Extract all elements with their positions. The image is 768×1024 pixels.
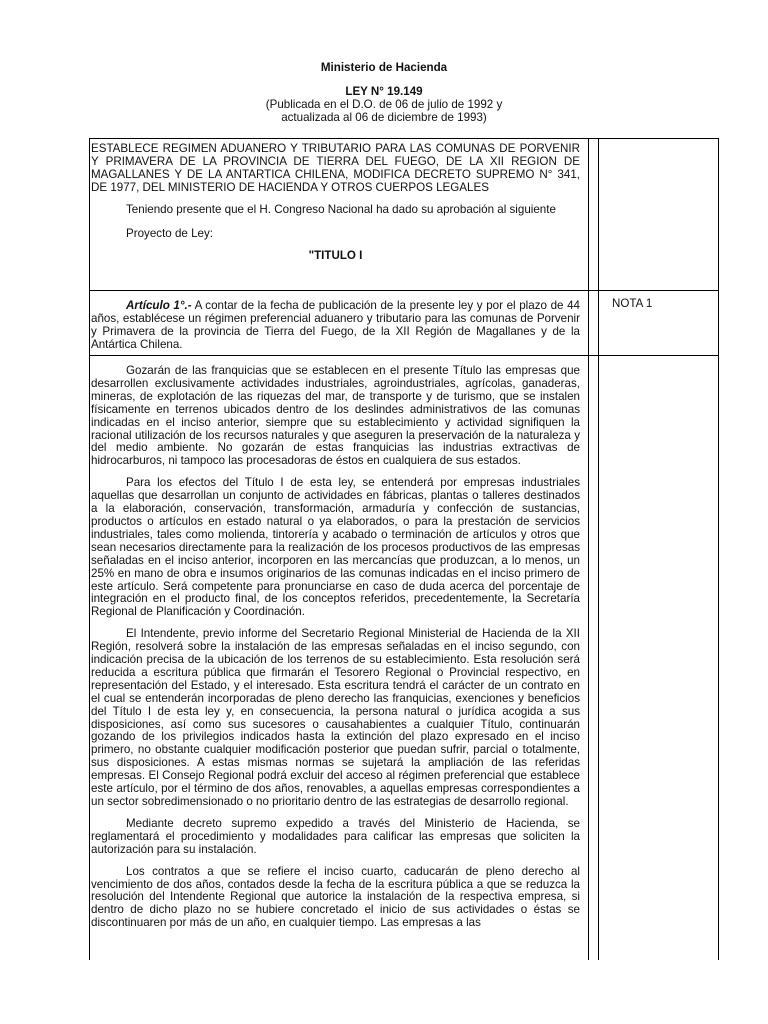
publication-line-2: actualizada al 06 de diciembre de 1993) bbox=[281, 111, 487, 124]
publication-line-1: (Publicada en el D.O. de 06 de julio de 1992 y bbox=[265, 98, 503, 111]
table-row-intro bbox=[89, 138, 719, 291]
law-title: ESTABLECE REGIMEN ADUANERO Y TRIBUTARIO PARA LAS COMUNAS DE PORVENIR Y PRIMAVERA DE LA PROVINCIA DE TIERRA DEL FUEGO, DE LA XII REGION DE MAGALLANES Y DE LA ANTARTICA CHILENA, MODIFICA DECRETO SUPREMO N° 341, DE 1977, DEL MINISTERIO DE HACIENDA Y OTROS CUERPOS LEGALES bbox=[91, 142, 580, 194]
paragraph-empresas-industriales: Para los efectos del Título I de esta ley, se entenderá por empresas industriales aquellas que desarrollan un conjunto de actividades en fábricas, plantas o talleres destinados a la elaboración, conservación, transformación, armaduría y confección de sustancias, productos o artículos en estado natural o ya elaborados, o para la prestación de servicios industriales, tales como molienda, tintorería y acabado o terminación de artículos y otros que sean necesarios directamente para la realización de los procesos productivos de las empresas señaladas en el inciso anterior, incorporen en las mercancías que produzcan, a lo menos, un 25% en mano de obra e insumos originarios de las comunas indicadas en el inciso primero de este artículo. Será competente para pronunciarse en caso de duda acerca del porcentaje de integración en el producto final, de los conceptos referidos, precedentemente, la Secretaría Regional de Planificación y Coordinación. bbox=[91, 476, 580, 619]
article-1-text: A contar de la fecha de publicación de la presente ley y por el plazo de 44 años, establécese un régimen preferencial aduanero y tributario para las comunas de Porvenir y Primavera de la provincia de Tierra del Fuego, de la XII Región de Magallanes y de la Antártica Chilena. bbox=[91, 299, 580, 351]
paragraph-decreto-supremo: Mediante decreto supremo expedido a través del Ministerio de Hacienda, se reglamentará el procedimiento y modalidades para calificar las empresas que soliciten la autorización para su instalación. bbox=[91, 816, 580, 856]
article-1-label: Artículo 1°.- bbox=[126, 299, 192, 312]
paragraph-franquicias: Gozarán de las franquicias que se establecen en el presente Título las empresas que desarrollen exclusivamente actividades industriales, agroindustriales, agrícolas, ganaderas, mineras, de explotación de las riquezas del mar, de transporte y de turismo, que se instalen físicamente en terrenos ubicados dentro de los deslindes administrativos de las comunas indicadas en el inciso anterior, siempre que su establecimiento y actividad signifiquen la racional utilización de los recursos naturales y que aseguren la preservación de la naturaleza y del medio ambiente. No gozarán de estas franquicias las industrias extractivas de hidrocarburos, ni tampoco las procesadoras de éstos en cualquiera de sus estados. bbox=[91, 364, 580, 468]
table-row-body bbox=[89, 356, 719, 960]
article-1-paragraph bbox=[91, 300, 580, 352]
table-row-article-1 bbox=[89, 291, 719, 356]
considering-text: Teniendo presente que el H. Congreso Nacional ha dado su aprobación al siguiente bbox=[126, 202, 556, 216]
paragraph-intendente: El Intendente, previo informe del Secretario Regional Ministerial de Hacienda de la XII Región, resolverá sobre la instalación de las empresas señaladas en el inciso segundo, con indicación precisa de la ubicación de los terrenos de su establecimiento. Esta resolución será reducida a escritura pública que firmarán el Tesorero Regional o Provincial respectivo, en representación del Estado, y el interesado. Esta escritura tendrá el carácter de un contrato en el cual se entenderán incorporadas de pleno derecho las franquicias, exenciones y beneficios del Título I de esta ley y, en consecuencia, la persona natural o jurídica acogida a sus disposiciones, así como sus sucesores o causahabientes a cualquier Título, continuarán gozando de los privilegios indicados hasta la extinción del plazo expresado en el inciso primero, no obstante cualquier modificación posterior que puedan sufrir, parcial o totalmente, sus disposiciones. A estas mismas normas se sujetará la ampliación de las referidas empresas. El Consejo Regional podrá excluir del acceso al régimen preferencial que establece este artículo, por el término de dos años, renovables, a aquellas empresas correspondientes a un sector sobredimensionado o no prioritario dentro de las estrategias de desarrollo regional. bbox=[91, 627, 580, 808]
titulo-heading: "TITULO I bbox=[308, 249, 363, 263]
project-label: Proyecto de Ley: bbox=[126, 226, 214, 240]
paragraph-contratos: Los contratos a que se refiere el inciso cuarto, caducarán de pleno derecho al vencimiento de dos años, contados desde la fecha de la escritura pública a que se reduzca la resolución del Intendente Regional que autorice la instalación de la respectiva empresa, si dentro de dicho plazo no se hubiere concretado el inicio de sus actividades o éstas se discontinuaren por más de un año, en cualquier tiempo. Las empresas a las bbox=[91, 864, 580, 930]
ministry-name: Ministerio de Hacienda bbox=[320, 61, 448, 74]
article-1-note: NOTA 1 bbox=[612, 297, 653, 310]
law-number: LEY N° 19.149 bbox=[345, 85, 423, 98]
